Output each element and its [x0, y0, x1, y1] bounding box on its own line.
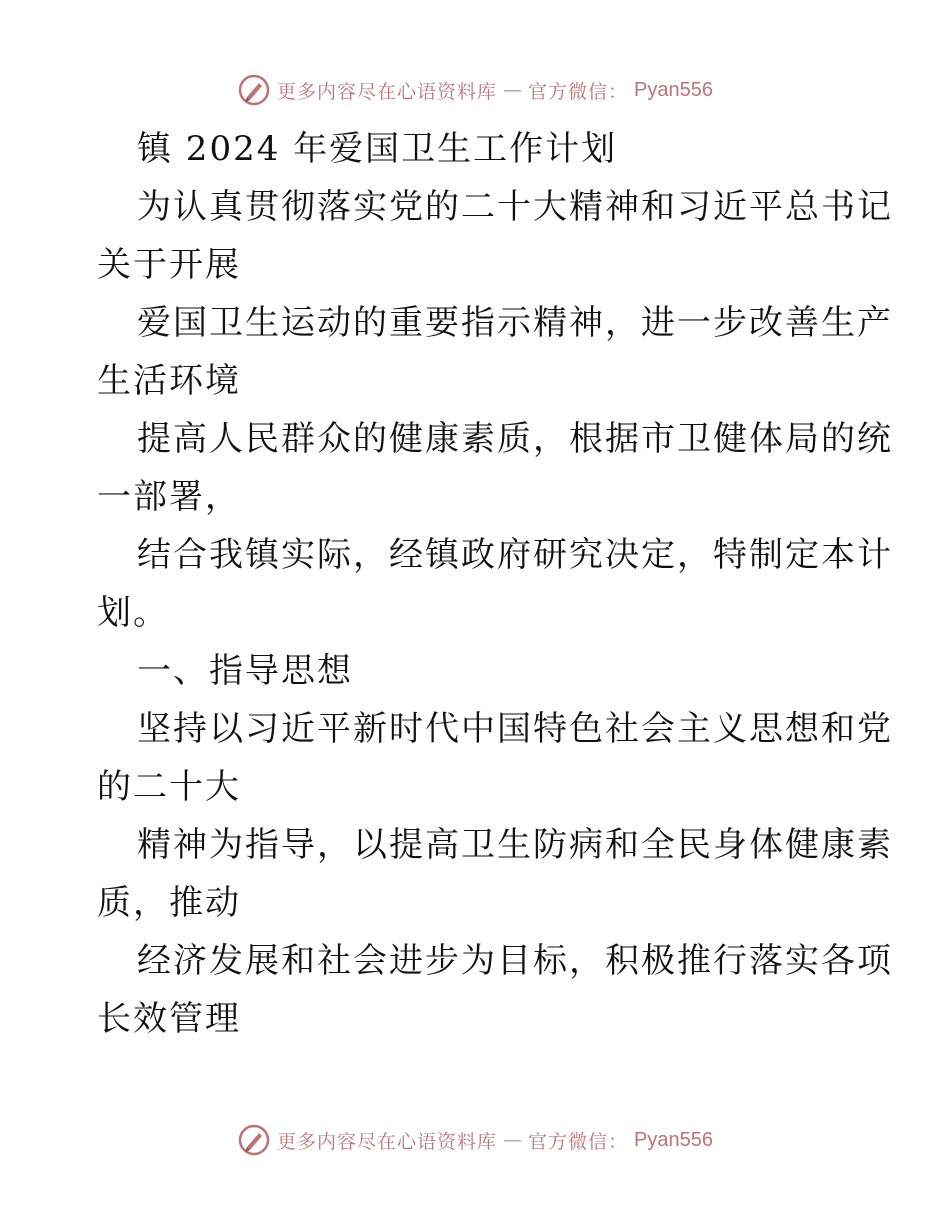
document-title: 镇 2024 年爱国卫生工作计划 — [137, 129, 618, 169]
pen-logo-icon — [237, 73, 271, 107]
watermark-id: Pyan556 — [634, 1128, 713, 1151]
watermark-text: 更多内容尽在心语资料库 — [277, 1130, 498, 1153]
text-line: 经济发展和社会进步为目标，积极推行落实各项 — [137, 941, 893, 981]
document-body — [97, 120, 893, 1048]
watermark-channel: 官方微信： — [528, 1130, 629, 1153]
pen-logo-icon — [237, 1123, 271, 1157]
header-watermark — [0, 70, 950, 110]
text-line: 关于开展 — [97, 245, 241, 285]
text-line: 长效管理 — [97, 999, 241, 1039]
watermark-separator: — — [503, 1129, 523, 1151]
footer-watermark — [0, 1120, 950, 1160]
text-line: 提高人民群众的健康素质，根据市卫健体局的统 — [137, 419, 893, 459]
watermark-text: 更多内容尽在心语资料库 — [277, 80, 498, 103]
text-line: 一、指导思想 — [137, 651, 353, 691]
watermark-separator: — — [503, 79, 523, 101]
text-line: 为认真贯彻落实党的二十大精神和习近平总书记 — [137, 187, 893, 227]
text-line: 划。 — [97, 593, 169, 633]
text-line: 坚持以习近平新时代中国特色社会主义思想和党 — [137, 709, 893, 749]
text-line: 生活环境 — [97, 361, 241, 401]
text-line: 爱国卫生运动的重要指示精神，进一步改善生产 — [137, 303, 893, 343]
text-line: 精神为指导，以提高卫生防病和全民身体健康素 — [137, 825, 893, 865]
text-line: 的二十大 — [97, 767, 241, 807]
watermark-channel: 官方微信： — [528, 80, 629, 103]
text-line: 一部署， — [97, 477, 241, 517]
text-line: 质，推动 — [97, 883, 241, 923]
watermark-id: Pyan556 — [634, 78, 713, 101]
text-line: 结合我镇实际，经镇政府研究决定，特制定本计 — [137, 535, 893, 575]
